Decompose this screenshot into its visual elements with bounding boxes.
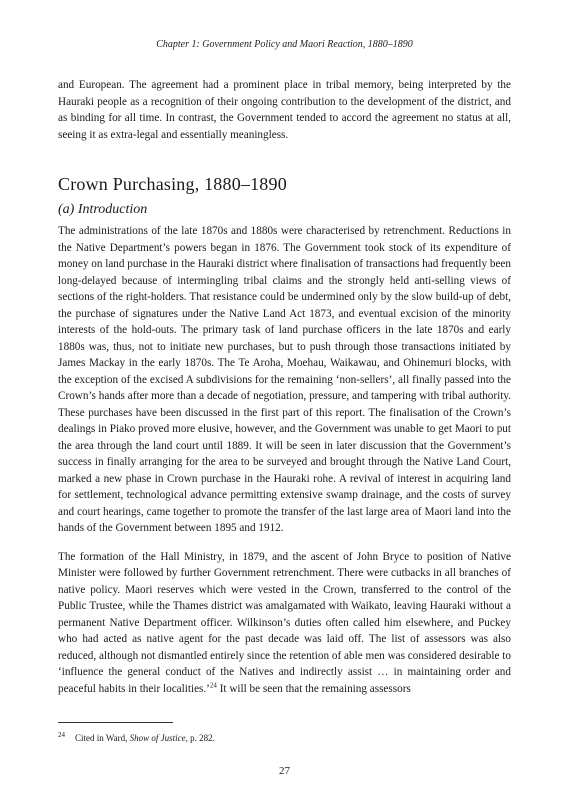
subsection-heading: (a) Introduction <box>58 202 148 217</box>
footnote-text-before: Cited in Ward, <box>75 733 130 743</box>
paragraph-text: The formation of the Hall Ministry, in 1879, and the ascent of John Bryce to position of Native Minister were followed by further Government retrenchment. There were cutbacks in all branches of native policy. Maori reserves which were vested in the Crown, transferred to the control of the Public Trustee, while the Thames district was amalgamated with Waikato, leaving Hauraki without a permanent Native Department officer. Wilkinson’s duties often called him elsewhere, and Puckey who had acted as native agent for the past decade was laid off. The list of assessors was also reduced, although not dismantled entirely since the retention of able men was considered desirable to ‘influence the general conduct of the Natives and indirectly assist … in maintaining order and peaceful habits in their localities.’ <box>58 550 511 695</box>
paragraph-hall-ministry <box>58 549 511 698</box>
footnote-citation-title: Show of Justice <box>129 733 186 743</box>
footnote-number: 24 <box>58 731 65 739</box>
running-head: Chapter 1: Government Policy and Maori Reaction, 1880–1890 <box>156 39 413 50</box>
section-heading: Crown Purchasing, 1880–1890 <box>58 174 287 194</box>
body-content <box>58 77 511 707</box>
footnote-text-after: , p. 282. <box>185 733 215 743</box>
paragraph-introduction: The administrations of the late 1870s and 1880s were characterised by retrenchment. Reductions in the Native Department’s powers began in 1876. The Government took stock of its expenditure of money on land purchase in the Hauraki district where finalisation of transactions had frequently been long-delayed because of intermingling tribal claims and the strongly held anti-selling views of sections of the right-holders. That resistance could be undermined only by the slow build-up of debt, the purchase of signatures under the Native Land Act 1873, and eventual excision of the minority interests of the hold-outs. The primary task of land purchase officers in the late 1870s and early 1880s was, thus, not to initiate new purchases, but to push through those transactions initiated by James Mackay in the early 1870s. The Te Aroha, Moehau, Waikawau, and Ohinemuri blocks, with the exception of the excised A subdivisions for the remaining ‘non-sellers’, all finally passed into the Crown’s hands after more than a decade of negotiation, pressure, and tampering with tribal authority. These purchases have been discussed in the first part of this report. The finalisation of the Crown’s dealings in Piako proved more elusive, however, and the Government was unable to get Maori to put the area through the land court until 1889. It will be seen in later discussion that the Government’s success in finally arranging for the area to be surveyed and brought through the Native Land Court, marked a new phase in Crown purchase in the Hauraki rohe. A revival of interest in acquiring land for settlement, technological advance permitting extensive swamp drainage, and the costs of survey and court hearings, came together to promote the transfer of the last large area of Maori land into the hands of the Government between 1895 and 1912. <box>58 225 511 534</box>
paragraph-continuation: and European. The agreement had a prominent place in tribal memory, being interpreted by the Hauraki people as a recognition of their ongoing contribution to the development of the district, and as binding for all time. In contrast, the Government tended to accord the agreement no status at all, seeing it as extra-legal and essentially meaningless. <box>58 79 511 141</box>
footnote-divider <box>58 722 173 723</box>
paragraph-text-tail: It will be seen that the remaining assessors <box>216 682 411 695</box>
page-number: 27 <box>279 765 290 777</box>
footnote <box>58 729 511 744</box>
footnote-reference[interactable]: 24 <box>209 680 217 689</box>
